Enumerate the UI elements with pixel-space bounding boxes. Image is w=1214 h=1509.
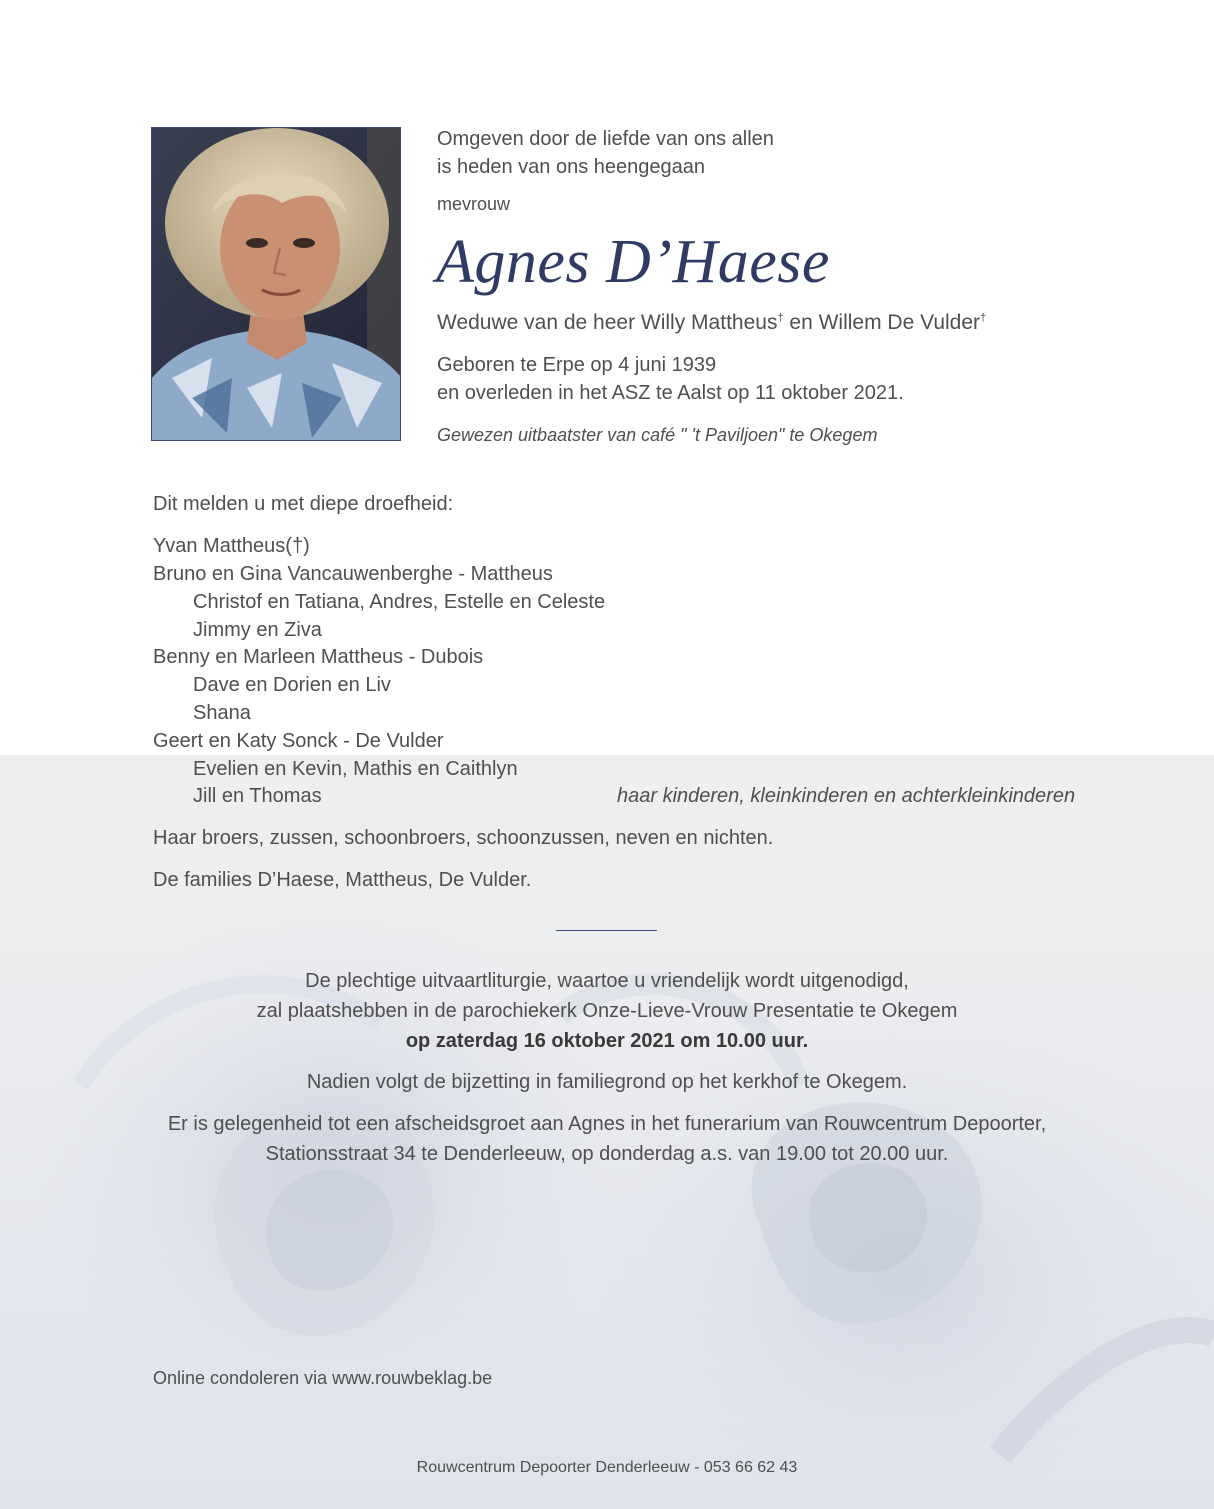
family-line: Dave en Dorien en Liv <box>193 674 391 696</box>
dagger-symbol: † <box>777 312 784 324</box>
widow-line <box>437 309 986 337</box>
family-line: Jimmy en Ziva <box>193 619 322 641</box>
dagger-symbol: † <box>980 312 987 324</box>
widow-of-and-text: en Willem De Vulder <box>783 311 981 334</box>
funeral-line-1: De plechtige uitvaartliturgie, waartoe u vriendelijk wordt uitgenodigd, <box>305 970 909 992</box>
widow-of-text: Weduwe van de heer Willy Mattheus <box>437 311 778 334</box>
family-line: Geert en Katy Sonck - De Vulder <box>153 730 444 752</box>
family-line: Evelien en Kevin, Mathis en Caithlyn <box>193 758 518 780</box>
intro-line-1: Omgeven door de liefde van ons allen <box>437 128 774 150</box>
family-line: Yvan Mattheus(†) <box>153 535 310 557</box>
farewell-line-2: Stationsstraat 34 te Denderleeuw, op donderdag a.s. van 19.00 tot 20.00 uur. <box>265 1143 949 1165</box>
occupation-line: Gewezen uitbaatster van café " 't Paviljoen" te Okegem <box>437 425 878 445</box>
relatives-line: Haar broers, zussen, schoonbroers, schoonzussen, neven en nichten. <box>153 827 774 849</box>
family-caption: haar kinderen, kleinkinderen en achterkleinkinderen <box>617 785 1076 807</box>
intro-line-2: is heden van ons heengegaan <box>437 156 706 178</box>
deceased-name: Agnes D’Haese <box>436 228 830 296</box>
funeral-line-2: zal plaatshebben in de parochiekerk Onze-Lieve-Vrouw Presentatie te Okegem <box>256 1000 958 1022</box>
family-line: Benny en Marleen Mattheus - Dubois <box>153 646 484 668</box>
died-line: en overleden in het ASZ te Aalst op 11 oktober 2021. <box>437 382 904 404</box>
family-line: Bruno en Gina Vancauwenberghe - Mattheus <box>153 563 553 585</box>
burial-line: Nadien volgt de bijzetting in familiegrond op het kerkhof te Okegem. <box>306 1071 908 1093</box>
farewell-line-1: Er is gelegenheid tot een afscheidsgroet aan Agnes in het funerarium van Rouwcentrum Depoorter, <box>167 1113 1047 1135</box>
family-line: Jill en Thomas <box>193 785 322 807</box>
funeral-date: op zaterdag 16 oktober 2021 om 10.00 uur. <box>405 1030 809 1052</box>
born-line: Geboren te Erpe op 4 juni 1939 <box>437 354 717 376</box>
families-line: De families D’Haese, Mattheus, De Vulder. <box>153 869 532 891</box>
announcement: Dit melden u met diepe droefheid: <box>153 493 454 515</box>
section-divider <box>556 930 657 931</box>
family-line: Christof en Tatiana, Andres, Estelle en Celeste <box>193 591 606 613</box>
footer-funeral-home: Rouwcentrum Depoorter Denderleeuw - 053 66 62 43 <box>416 1459 798 1476</box>
online-condolence: Online condoleren via www.rouwbeklag.be <box>153 1368 493 1388</box>
portrait-image <box>152 128 401 441</box>
honorific: mevrouw <box>437 194 511 214</box>
family-line: Shana <box>193 702 251 724</box>
portrait-photo <box>151 127 401 441</box>
